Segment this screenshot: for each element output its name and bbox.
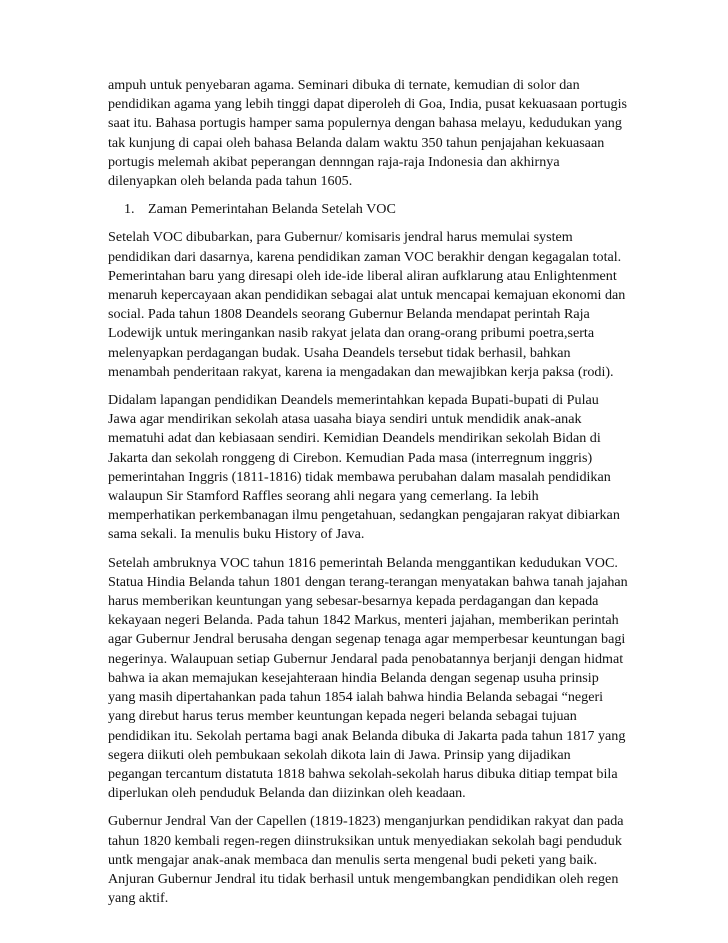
- section-heading-text: Zaman Pemerintahan Belanda Setelah VOC: [148, 201, 396, 218]
- document-page: [108, 76, 628, 917]
- section-heading: [108, 200, 628, 219]
- paragraph-deandels-education: Didalam lapangan pendidikan Deandels memerintahkan kepada Bupati-bupati di Pulau Jawa agar mendirikan sekolah atasa uasaha biaya sendiri untuk mendidik anak-anak mematuhi adat dan kebiasaan sendiri. Kemidian Deandels mendirikan sekolah Bidan di Jakarta dan sekolah ronggeng di Cirebon. Kemudian Pada masa (interregnum inggris) pemerintahan Inggris (1811-1816) tidak membawa perubahan dalam masalah pendidikan walaupun Sir Stamford Raffles seorang ahli negara yang cemerlang. Ia lebih memperhatikan perkembanagan ilmu pengetahuan, sedangkan pengajaran rakyat dibiarkan sama sekali. Ia menulis buku History of Java.: [108, 392, 620, 543]
- paragraph-after-voc: Setelah VOC dibubarkan, para Gubernur/ komisaris jendral harus memulai system pendidikan dari dasarnya, karena pendidikan zaman VOC berakhir dengan kegagalan total. Pemerintahan baru yang diresapi oleh ide-ide liberal aliran aufklarung atau Enlightenment menaruh kepercayaan akan pendidikan sebagai alat untuk mencapai kemajuan ekonomi dan social. Pada tahun 1808 Deandels seorang Gubernur Belanda mendapat perintah Raja Lodewijk untuk meringankan nasib rakyat jelata dan orang-orang pribumi poetra,serta melenyapkan perdagangan budak. Usaha Deandels tersebut tidak berhasil, bahkan menambah penderitaan rakyat, karena ia mengadakan dan mewajibkan kerja paksa (rodi).: [108, 229, 626, 380]
- paragraph-van-der-capellen: Gubernur Jendral Van der Capellen (1819-1823) menganjurkan pendidikan rakyat dan pada tahun 1820 kembali regen-regen diinstruksikan untuk menyediakan sekolah bagi penduduk untk mengajar anak-anak membaca dan menulis serta mengenal budi peketi yang baik. Anjuran Gubernur Jendral itu tidak berhasil untuk mengembangkan pendidikan oleh regen yang aktif.: [108, 813, 624, 907]
- paragraph-portuguese-era: ampuh untuk penyebaran agama. Seminari dibuka di ternate, kemudian di solor dan pendidikan agama yang lebih tinggi dapat diperoleh di Goa, India, pusat kekuasaan portugis saat itu. Bahasa portugis hamper sama populernya dengan bahasa melayu, kedudukan yang tak kunjung di capai oleh bahasa Belanda dalam waktu 350 tahun penjajahan kekuasaan portugis melemah akibat peperangan dennngan raja-raja Indonesia dan akhirnya dilenyapkan oleh belanda pada tahun 1605.: [108, 77, 627, 190]
- section-heading-number: 1.: [124, 201, 135, 218]
- paragraph-dutch-government: Setelah ambruknya VOC tahun 1816 pemerintah Belanda menggantikan kedudukan VOC. Statua Hindia Belanda tahun 1801 dengan terang-terangan menyatakan bahwa tanah jajahan harus memberikan keuntungan yang sebesar-besarnya kepada perdagangan dan kepada kekayaan negeri Belanda. Pada tahun 1842 Markus, menteri jajahan, memberikan perintah agar Gubernur Jendral berusaha dengan segenap tenaga agar memperbesar keuntungan bagi negerinya. Walaupuan setiap Gubernur Jendaral pada penobatannya berjanji dengan hidmat bahwa ia akan memajukan kesejahteraan hindia Belanda dengan segenap usuha prinsip yang masih dipertahankan pada tahun 1854 ialah bahwa hindia Belanda sebagai “negeri yang direbut harus terus member keuntungan kepada negeri belanda sebagai tujuan pendidikan itu. Sekolah pertama bagi anak Belanda dibuka di Jakarta pada tahun 1817 yang segera diikuti oleh pembukaan sekolah dikota lain di Jawa. Prinsip yang dijadikan pegangan tercantum distatuta 1818 bahwa sekolah-sekolah harus dibuka ditiap tempat bila diperlukan oleh penduduk Belanda dan diizinkan oleh keadaan.: [108, 554, 628, 802]
